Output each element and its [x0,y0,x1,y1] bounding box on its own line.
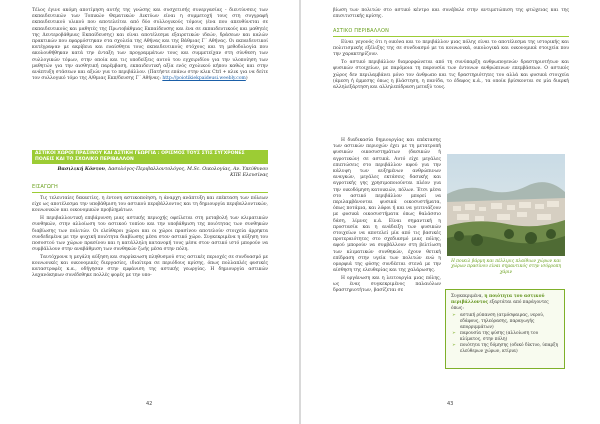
right-body-column [333,138,441,296]
right-top-paragraph: βίωση των πολιτών στο αστικό κέντρο και συνέβαλε στην αντιμετώπιση της φτώχειας και της επισιτιστικής κρίσης. [333,8,569,20]
factor-item [451,343,559,355]
chapter-title-banner [32,150,268,164]
intro-section-heading: ΕΙΣΑΓΩΓΗ [32,184,58,190]
left-body-text [32,196,268,281]
arrow-bullet-icon: ➢ [452,331,456,336]
left-paragraph-3: Ταυτόχρονα η μεγάλη αύξηση και συρρίκνωση πληθυσμού στις αστικές περιοχές σε συνδυασμό με κοινωνικές και οικονομικές διεργασίες, ιδιαίτερα σε περιόδους κρίσης, όπως πολλαπλές φυσικές καταστροφές κ.α., οδήγησαν στην εμφάνιση της αστικής γεωργίας. Η δημιουργία αστικών λαχανόκηπων συνέδεθηκε πολλές φορές με την υπο- [32,254,268,279]
author-block [32,167,268,179]
photo-caption: Η ποικιλ βάρμη και πέλλιρις πλαίθιων χώρων και χώρων πρασίνου είναι σημαντικός στην ισόρροπη χάριν [451,259,561,275]
page-number-right: 43 [447,401,454,407]
city-landscape-image [447,154,565,256]
right-paragraph-2: Το αστικό περιβάλλον διαμορφώνεται από τη συνύπαρξη ανθρωπογενών δραστηριοτήτων και φυσικών στοιχείων, με παρόμοια τη παρουσία των έντονων ανθρώπινων επεμβάσεων. Ο αστικός χώρος δεν περιλαμβάνει μόνο τον άνθρωπο και τις δραστηριότητες του αλλά και φυσικά στοιχεία (άμεση ή έμμεσης όπως η βλάστηση, η πανίδα, το έδαφος κ.ά., τα οποία βρίσκονται σε μία διαρκή αλληλεξάρτηση και αλληλεπίδραση μεταξύ τους. [333,60,569,90]
left-paragraph-2: Η περιβαλλοντική επιβάρυνση μιας αστικής περιοχής οφείλεται στη μεταβολή των κλιματικών συνθηκών, στην αλλοίωση του αστικού τοπίου και την υποβάθμιση της ποιότητας των συνθηκών διαβίωσης των πολιτών. Οι ελεύθεροι χώροι και οι χώροι πρασίνου αποτελούν στοιχεία άρρηκτα συνδεδεμένα με την ψυχική ποιότητα διαβίωσης μέσα στον αστικό χώρο. Συγκεκριμένα η αύξηση του ποσοστού των χώρων πρασίνου και η κατάλληλη κατανομή τους μέσα στον αστικό ιστό μπορούν να συμβάλλουν στην αναβάθμιση των συνθηκών ζωής μέσα στην πόλη. [32,216,268,253]
author-organization: ΚΠΕ Ελευσίνας [230,173,268,179]
page-number-left: 42 [146,401,153,407]
right-top-text [333,8,569,22]
right-body-full [333,40,569,93]
chapter-title: ΑΣΤΙΚΟΙ ΧΩΡΟΙ ΠΡΑΣΙΝΟΥ ΚΑΙ ΑΣΤΙΚΗ ΓΕΩΡΓΙΑ : ΟΡΙΣΜΟΣ ΤΟΥΣ ΣΤΙΣ ΣΥΓΧΡΟΝΕΣ ΠΟΛΕΙΣ ΚΑΙ ΤΟ ΣΧΟΛΙΚΟ ΠΕΡΙΒΑΛΛΟΝ [35,151,245,162]
urban-environment-heading: ΑΣΤΙΚΟ ΠΕΡΙΒΑΛΛΟΝ [333,28,390,34]
author-title: , Δασολόγος-Περιβαλλοντολόγος, M.Sc. Οικολογίας, Αν. Υπεύθυνου [104,167,268,172]
sidebox-intro-rest: εξαρτάται από παράγοντες όπως: [451,300,549,311]
factor-item-text: παρουσία της φύσης (αλλοίωση του κλίματος, στην πόλη) [460,331,539,342]
city-photo [447,154,565,256]
intro-link-suffix: ) [245,76,248,82]
right-paragraph-1: Είναι γεγονός ότι η οικόνα και το περιβάλλον μιας πόλης είναι το αποτέλεσμα της ιστορικής και πολιτισμικής εξέλιξης της σε συνδυασμό με τα κοινωνικά, οικολογικά και οικονομικά στοιχεία που την χαρακτηρίζουν. [333,40,569,58]
author-name: Βασιλική Κόντου [57,167,105,172]
right-paragraph-4: Η οργάνωση και η λειτουργία μιας πόλης, ως ένας συγκεκριμένος παλαιόλων δραστηριοτήτων, βασίζεται σε [333,275,441,294]
arrow-bullet-icon: ➢ [452,343,456,348]
heading-underline [32,192,268,193]
factors-list [451,313,559,355]
intro-paragraph: Τέλος έγινε ακόμη αποτίμηση αυτής της γνώσης και συσχετισής συνεργασίας - διευτύνσεις των εκπαιδευτικών των Τοπικών Θεματικών Δικτύων είναι η συμμετοχή τους στη συγγραφή εκπαιδευτικού υλικού που αποτελείται από δύο συλλογικούς τόμους (ένα που απευθύνεται σε εκπαιδευτικούς και μαθητές της Πρωτοβάθμιας Εκπαίδευσης και ένα σε εκπαιδευτικούς και μαθητές της Δευτεροβάθμιας Εκπαίδευσης) και είναι αποτέλεσμα εξαιρετικών ιδεών, δράσεων και καλών πρακτικών που εφαρμόστηκαν στα σχολεία της Αθήνας και της Βάθμιας Γ΄ Αθήνας. Οι εκπαιδευτικοί κατέγραψαν με ακρίβεια και ευαίσθητα τους εκπαιδευτικούς στόχους και τη μεθοδολογία που ακολουθήθηκαν κατά την ένταξη των προγραμμάτων τους και συμμετείχαν στη σύνθεση των συλλογικών τόμων, στην οποία και τις υποδείξεις αυτού του εγχειριδίου για την υλοποίηση των μαθητών για την αισθητική παρέμβαση, εκπαιδευτική αξία ενός σχολικού κήπου καθώς και στην ανάπτυξη στάσεων και αξιών για το περιβάλλον. (Πατήστε επάνω στην κλικ Ctrl + κλικ για να δείτε τον συλλογικό τόμο της Α/θμιας Εκπ/δευσης Γ΄ Αθήνας: [32,8,268,82]
heading-underline-right [333,36,569,37]
right-paragraph-3: Η διαδικασία δημιουργίας και επέκτασης των αστικών περιοχών έχει με τη μετατροπή φυσικών οικοσυστημάτων (δασικών ή αγροτικών) σε αστικά. Αυτό είχε μεγάλες επιπτώσεις στο περιβάλλον αφού για την κάλυψη των αυξημένων ανθρώπινων αναγκών, μεγάλες εκτάσεις δασικής και αγροτικής γης χρησιμοποιούνται πλέον για την οικοδόμηση κατοικιών, πόλων. Έτσι μέσα στο αστικό περιβάλλον μπορεί να περιλαμβάνονται φυσικά οικοσυστήματα, όπως ποτάμια, και λόφοι ή και να γειτνιάζουν με φυσικά οικοσυστήματα όπως θαλάσσιο δάση, λίμνες κ.ά. Είναι σημαντική η προστασία και η ανάδειξη των φυσικών στοιχείων να αποτελεί μία από τις βασικές προτεραιότητες στο σχεδιασμό μιας πόλης, αφού μπορούν να συμβάλλουν στη βελτίωση των κλιματικών συνθηκών, έχουν θετική επίδραση στην υγεία των πολιτών ενώ η ομορφιά της φύσης συνδέεται στενά με την αίσθηση της ελευθερίας και της χαλάρωσης. [333,138,441,274]
left-paragraph-1: Τις τελευταίες δεκαετίες, η έντονη αστικοποίηση, η άναρχη ανάπτυξη και επέκταση των πόλεων είχε ως αποτέλεσμα την υποβάθμιση του αστικού περιβάλλοντος και τη δημιουργία περιβαλλοντικών, κοινωνικών και οικονομικών προβλημάτων. [32,196,268,214]
sidebox-intro-bold: η ποιότητα του αστικού περιβάλλοντος [451,294,545,305]
factor-item-text: αστική ρύπανση (ατμόσφαιρας, νερού, εδάφους, τηλεόρασης, παραγωγής απορριμμάτων) [460,313,545,330]
right-page [301,0,600,424]
sidebox-intro [451,294,559,312]
sidebox-intro-plain: Συγκεκριμένα, [451,294,483,299]
factor-item [451,313,559,331]
quality-factors-box [445,289,565,369]
arrow-bullet-icon: ➢ [452,313,456,318]
weebly-link[interactable]: http://poiotikiekpaideusi.weebly.com [162,76,246,82]
factor-item [451,331,559,343]
left-page [0,0,299,424]
factor-item-text: ποιότητα της δόμησης (οδικό δίκτυο, ύπαρξη ελεύθερων χώρων, κτίρια) [460,343,559,354]
intro-paragraph-block [32,8,268,84]
